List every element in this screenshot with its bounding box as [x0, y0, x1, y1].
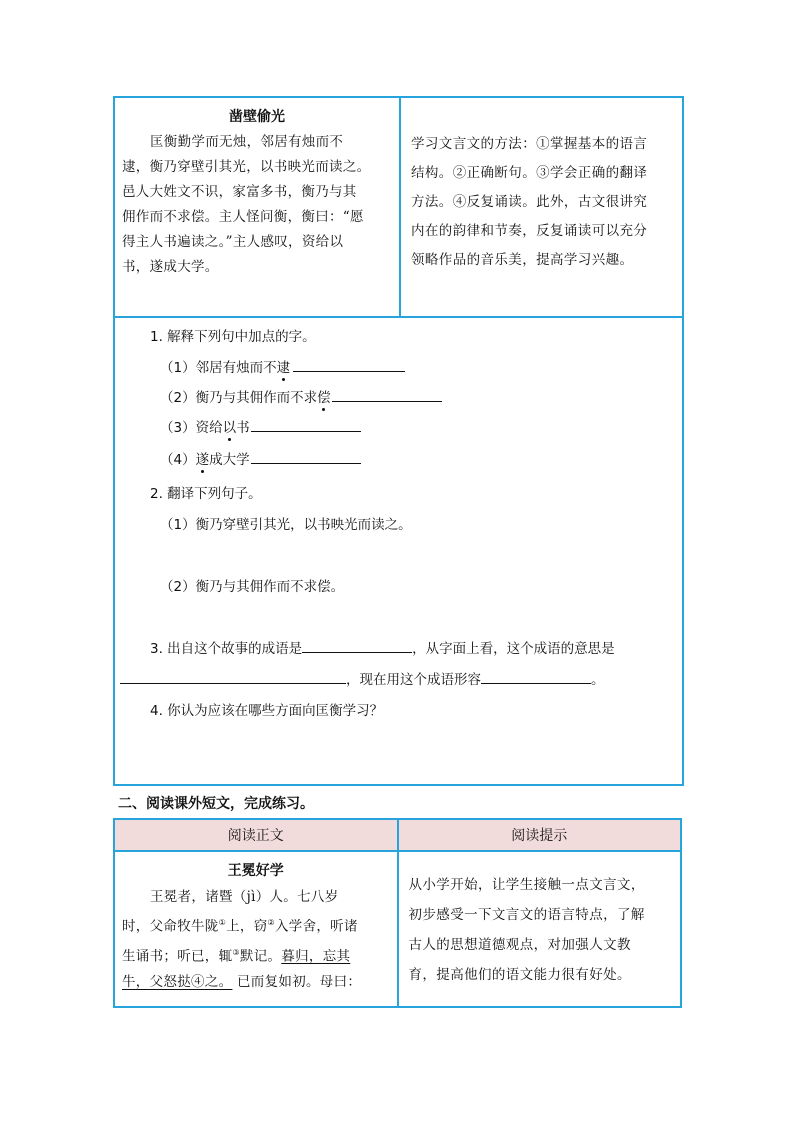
tip-line: 育，提高他们的语文能力很有好处。	[408, 967, 631, 983]
dotted-char: 偿	[317, 386, 331, 406]
question-1: 1. 解释下列句中加点的字。	[150, 329, 316, 345]
dotted-char: 遂	[196, 448, 210, 468]
story-line: 生诵书；听已，辄③默记。暮归，忘其	[122, 947, 351, 964]
underlined-text: 暮归，忘其	[281, 948, 351, 964]
question-3-cont: ，现在用这个成语形容 。	[120, 668, 605, 688]
story-text	[115, 130, 399, 280]
story-line: 逮，衡乃穿壁引其光，以书映光而读之。	[122, 159, 371, 175]
answer-blank[interactable]	[120, 670, 346, 684]
header-left: 阅读正文	[114, 819, 398, 851]
story-title: 王冕好学	[227, 863, 284, 879]
dotted-char: 以	[223, 416, 237, 436]
question-3: 3. 出自这个故事的成语是 ，从字面上看，这个成语的意思是	[150, 641, 615, 657]
dotted-char: 逮	[277, 356, 291, 376]
story-cell	[114, 97, 400, 317]
tip-text	[401, 130, 682, 275]
underlined-text: 牛，父怒挞④之。	[122, 974, 233, 990]
tip-line: 从小学开始，让学生接触一点文言文，	[408, 877, 645, 893]
answer-blank[interactable]	[481, 670, 591, 684]
tip-line: 古人的思想道德观点，对加强人文教	[408, 937, 631, 953]
story-line: 匡衡勤学而无烛，邻居有烛而不	[150, 134, 344, 150]
question-2: 2. 翻译下列句子。	[150, 486, 262, 502]
footnote-mark: ③	[232, 947, 240, 957]
tip-text	[399, 870, 681, 990]
story-line: 牛，父怒挞④之。 已而复如初。母曰：	[122, 974, 362, 990]
tip-line: 学习文言文的方法：①掌握基本的语言	[411, 136, 648, 152]
question-4: 4. 你认为应该在哪些方面向匡衡学习？	[150, 703, 384, 719]
header-right: 阅读提示	[398, 819, 682, 851]
section-heading: 二、阅读课外短文，完成练习。	[118, 796, 314, 812]
story-line: 佣作而不求偿。主人怪问衡，衡曰：“愿	[122, 209, 364, 225]
footnote-mark: ②	[267, 918, 275, 927]
question-1-2: （2）衡乃与其佣作而不求偿	[160, 386, 442, 406]
story-line: 邑人大姓文不识，家富多书，衡乃与其	[122, 184, 357, 200]
story-line: 王冕者，诸暨（jì）人。七八岁	[150, 889, 339, 905]
tip-line: 领略作品的音乐美，提高学习兴趣。	[411, 252, 634, 268]
question-2-1: （1）衡乃穿壁引其光，以书映光而读之。	[160, 517, 412, 533]
story-line: 书，遂成大学。	[122, 259, 219, 275]
answer-blank[interactable]	[251, 418, 361, 432]
question-2-2: （2）衡乃与其佣作而不求偿。	[160, 579, 345, 595]
story-cell	[114, 851, 398, 1007]
story-line: 时，父命牧牛陇①上，窃②入学舍，听诸	[122, 918, 358, 935]
story-title: 凿壁偷光	[229, 109, 285, 125]
answer-blank[interactable]	[251, 450, 361, 464]
tip-line: 内在的韵律和节奏，反复诵读可以充分	[411, 223, 648, 239]
footnote-mark: ①	[218, 918, 227, 927]
tip-cell	[398, 851, 682, 1007]
reading-table-2	[113, 818, 682, 1008]
tip-cell	[400, 97, 683, 317]
question-1-3: （3）资给以书	[160, 416, 361, 436]
question-1-1: （1）邻居有烛而不逮	[160, 356, 405, 376]
tip-line: 结构。②正确断句。③学会正确的翻译	[411, 165, 648, 181]
answer-blank[interactable]	[293, 358, 405, 372]
answer-blank[interactable]	[332, 388, 442, 402]
tip-line: 方法。④反复诵读。此外，古文很讲究	[411, 194, 648, 210]
answer-blank[interactable]	[302, 639, 412, 653]
story-line: 得主人书遍读之。”主人感叹，资给以	[122, 234, 344, 250]
story-text	[115, 884, 397, 995]
question-1-4: （4）遂成大学	[160, 448, 361, 468]
tip-line: 初步感受一下文言文的语言特点，了解	[408, 907, 645, 923]
